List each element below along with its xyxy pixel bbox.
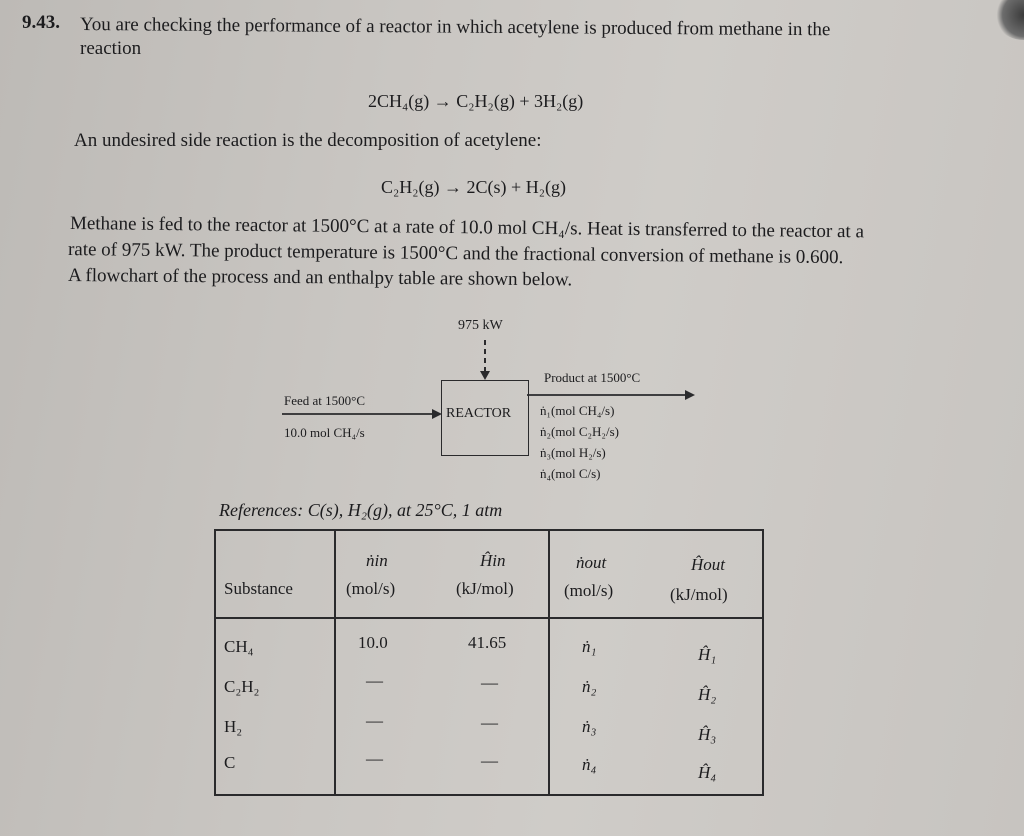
row-c2h2-n-out: ṅ₂	[582, 677, 597, 696]
row-c2h2-h-out: Ĥ₂	[698, 685, 717, 704]
heat-input-arrow	[470, 338, 500, 382]
row-c-n-out: ṅ₄	[582, 755, 597, 774]
header-n-in-unit: (mol/s)	[346, 579, 396, 598]
header-h-in-symbol: Ĥin	[480, 551, 506, 570]
references-line: References: C(s), H₂(g), at 25°C, 1 atm	[219, 500, 503, 520]
row-ch4-substance: CH₄	[224, 637, 254, 656]
row-c2h2-h-in: —	[481, 673, 498, 692]
row-c2h2-substance: C₂H₂	[224, 677, 260, 696]
header-h-out-unit: (kJ/mol)	[670, 585, 728, 604]
product-stream-c2h2: ṅ₂(mol C₂H₂/s)	[540, 424, 619, 439]
row-ch4-h-in: 41.65	[468, 633, 507, 652]
product-stream-ch4: ṅ₁(mol CH₄/s)	[540, 403, 615, 418]
row-ch4-n-in: 10.0	[358, 633, 388, 652]
heat-input-label: 975 kW	[458, 318, 503, 333]
page-corner-shadow	[994, 0, 1024, 40]
paragraph-line2: rate of 975 kW. The product temperature is 1500°C and the fractional conversion of methane is 0.600.	[67, 239, 844, 269]
feed-arrow	[282, 406, 444, 422]
problem-number: 9.43.	[22, 12, 60, 33]
row-c-n-in: —	[366, 749, 383, 768]
row-c-h-out: Ĥ₄	[698, 763, 717, 782]
header-n-out-symbol: ṅout	[576, 553, 607, 572]
row-c-substance: C	[224, 753, 236, 772]
header-h-in-unit: (kJ/mol)	[456, 579, 514, 598]
problem-text-line2: reaction	[80, 38, 142, 59]
row-c-h-in: —	[481, 751, 498, 770]
table-header-divider	[216, 617, 762, 619]
paragraph-line3: A flowchart of the process and an enthalpy table are shown below.	[67, 265, 573, 291]
side-reaction-intro: An undesired side reaction is the decomposition of acetylene:	[74, 130, 542, 151]
product-arrow	[527, 387, 697, 403]
header-n-out-unit: (mol/s)	[564, 581, 614, 600]
reactor-label: REACTOR	[446, 406, 512, 421]
problem-text-line1: You are checking the performance of a reactor in which acetylene is produced from methane in the	[79, 14, 831, 41]
feed-label: Feed at 1500°C	[284, 393, 366, 408]
paragraph-line1: Methane is fed to the reactor at 1500°C at a rate of 10.0 mol CH₄/s. Heat is transferred to the reactor at a	[69, 213, 865, 243]
table-column-divider-2	[548, 531, 550, 794]
header-h-out-symbol: Ĥout	[691, 555, 725, 574]
enthalpy-table	[214, 529, 764, 796]
main-reaction-equation: 2CH₄(g) → C₂H₂(g) + 3H₂(g)	[368, 91, 584, 111]
row-c2h2-n-in: —	[366, 671, 383, 690]
row-h2-substance: H₂	[224, 717, 243, 736]
table-column-divider-1	[334, 531, 336, 794]
product-label: Product at 1500°C	[544, 370, 641, 385]
feed-stream-label: 10.0 mol CH₄/s	[284, 425, 365, 440]
row-h2-n-out: ṅ₃	[582, 717, 597, 736]
side-reaction-equation: C₂H₂(g) → 2C(s) + H₂(g)	[381, 177, 566, 197]
row-h2-h-in: —	[481, 713, 498, 732]
product-stream-h2: ṅ₃(mol H₂/s)	[540, 445, 606, 460]
row-ch4-h-out: Ĥ₁	[698, 645, 717, 664]
header-substance: Substance	[224, 579, 293, 598]
header-n-in-symbol: ṅin	[366, 551, 388, 570]
row-ch4-n-out: ṅ₁	[582, 637, 597, 656]
row-h2-h-out: Ĥ₃	[698, 725, 717, 744]
product-stream-c: ṅ₄(mol C/s)	[540, 466, 601, 481]
row-h2-n-in: —	[366, 711, 383, 730]
